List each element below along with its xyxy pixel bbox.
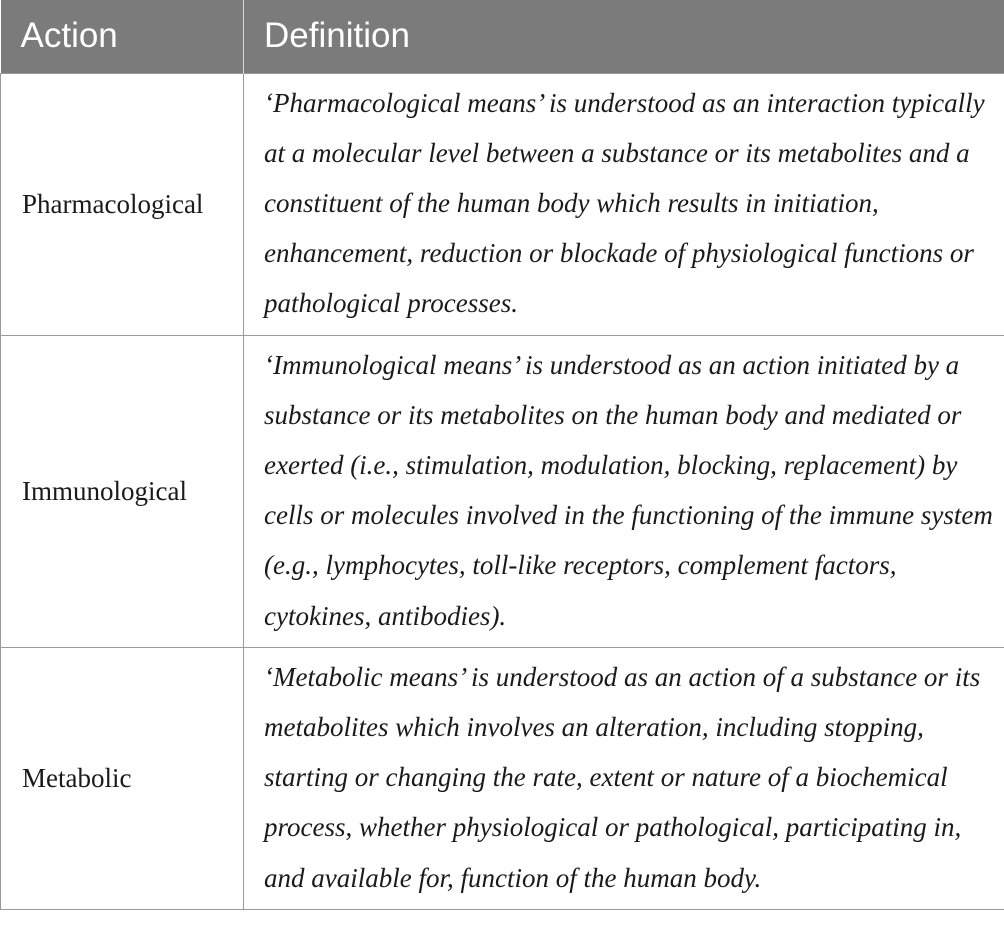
header-action: Action [1,0,244,73]
table-header [1,0,1004,73]
table-row [1,335,1004,647]
definition-cell: ‘Pharmacological means’ is understood as an interaction typically at a molecular level between a substance or its metabolites and a constituent of the human body which results in initiation, enhancement, reduction or blockade of physiological functions or pathological processes. [244,73,1004,335]
table-body [1,73,1004,909]
header-definition: Definition [244,0,1004,73]
table-row [1,647,1004,909]
definition-cell: ‘Metabolic means’ is understood as an action of a substance or its metabolites which involves an alteration, including stopping, starting or changing the rate, extent or nature of a biochemical process, whether physiological or pathological, participating in, and available for, function of the human body. [244,647,1004,909]
action-cell: Metabolic [1,647,244,909]
definition-cell: ‘Immunological means’ is understood as an action initiated by a substance or its metabolites on the human body and mediated or exerted (i.e., stimulation, modulation, blocking, replacement) by cells or molecules involved in the functioning of the immune system (e.g., lymphocytes, toll-like receptors, complement factors, cytokines, antibodies). [244,335,1004,647]
header-row [1,0,1004,73]
action-cell: Pharmacological [1,73,244,335]
table-row [1,73,1004,335]
action-cell: Immunological [1,335,244,647]
